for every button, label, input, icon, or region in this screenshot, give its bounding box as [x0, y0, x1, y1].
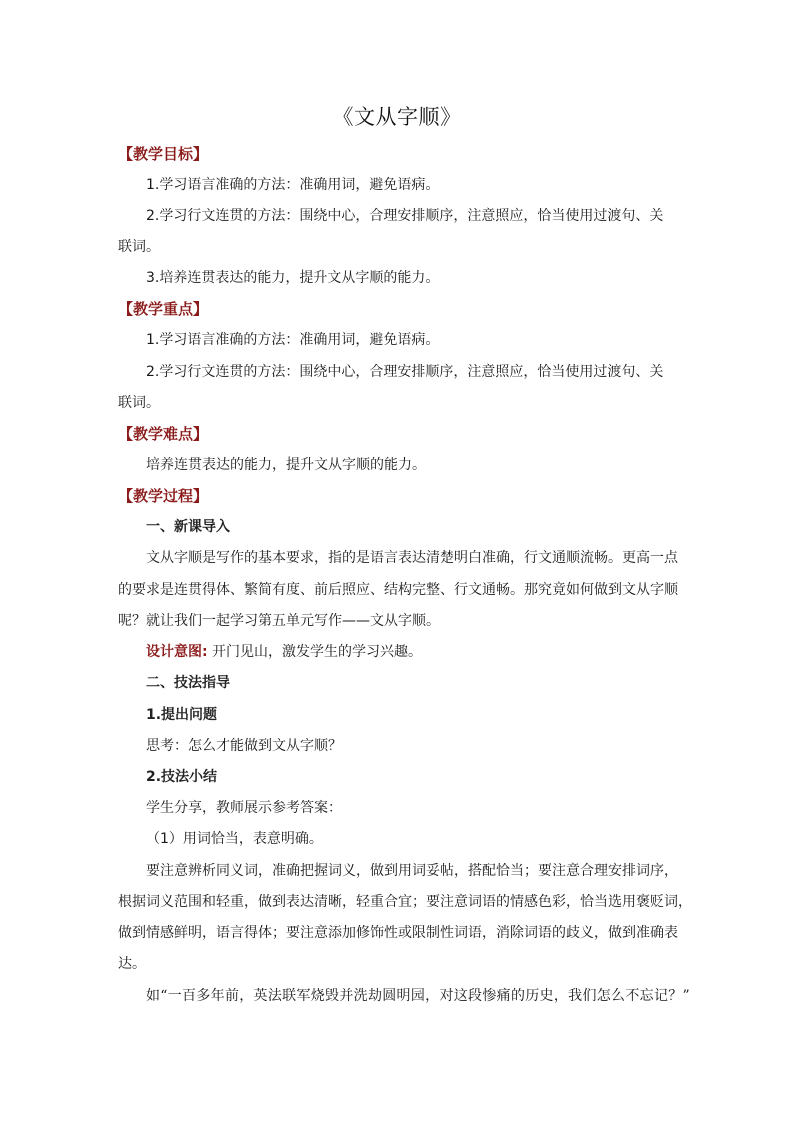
- point1-line-1: 要注意辨析同义词，准确把握词义，做到用词妥帖，搭配恰当；要注意合理安排词序，: [146, 863, 678, 879]
- goals-heading: 【教学目标】: [118, 145, 209, 163]
- key-line-2: 2.学习行文连贯的方法：围绕中心，合理安排顺序，注意照应，恰当使用过渡句、关: [146, 364, 664, 380]
- part1-line-2: 的要求是连贯得体、繁简有度、前后照应、结构完整、行文通畅。那究竟如何做到文从字顺: [118, 582, 678, 598]
- sub1-text: 思考：怎么才能做到文从字顺？: [146, 738, 342, 754]
- process-heading: 【教学过程】: [118, 487, 209, 505]
- goal-line-2: 2.学习行文连贯的方法：围绕中心，合理安排顺序，注意照应，恰当使用过渡句、关: [146, 208, 664, 224]
- goal-line-4: 3.培养连贯表达的能力，提升文从字顺的能力。: [146, 270, 440, 286]
- key-heading: 【教学重点】: [118, 300, 209, 318]
- point1-line-4: 达。: [118, 956, 146, 972]
- design-intent-text: 开门见山，激发学生的学习兴趣。: [207, 644, 423, 660]
- part1-line-1: 文从字顺是写作的基本要求，指的是语言表达清楚明白准确，行文通顺流畅。更高一点: [146, 550, 678, 566]
- point1-line-3: 做到情感鲜明，语言得体；要注意添加修饰性或限制性词语，消除词语的歧义，做到准确表: [118, 925, 678, 941]
- sub1-title: 1.提出问题: [146, 707, 218, 723]
- part1-line-3: 呢？就让我们一起学习第五单元写作——文从字顺。: [118, 613, 440, 629]
- sub2-title: 2.技法小结: [146, 769, 218, 785]
- example-sentence: 如“一百多年前，英法联军烧毁并洗劫圆明园，对这段惨痛的历史，我们怎么不忘记？”: [146, 988, 691, 1004]
- key-line-1: 1.学习语言准确的方法：准确用词，避免语病。: [146, 332, 440, 348]
- part1-title: 一、新课导入: [146, 519, 230, 535]
- goal-line-1: 1.学习语言准确的方法：准确用词，避免语病。: [146, 177, 440, 193]
- document-title: 《文从字顺》: [332, 105, 462, 129]
- point1-title: （1）用词恰当，表意明确。: [146, 831, 323, 847]
- point1-line-2: 根据词义范围和轻重，做到表达清晰，轻重合宜；要注意词语的情感色彩，恰当选用褒贬词，: [118, 894, 692, 910]
- design-intent-label: 设计意图:: [146, 644, 208, 660]
- key-line-3: 联词。: [118, 395, 160, 411]
- design-intent: [146, 642, 422, 662]
- goal-line-3: 联词。: [118, 239, 160, 255]
- part2-title: 二、技法指导: [146, 675, 230, 691]
- sub2-text: 学生分享，教师展示参考答案：: [146, 800, 342, 816]
- difficulty-heading: 【教学难点】: [118, 425, 209, 443]
- difficulty-line-1: 培养连贯表达的能力，提升文从字顺的能力。: [146, 457, 426, 473]
